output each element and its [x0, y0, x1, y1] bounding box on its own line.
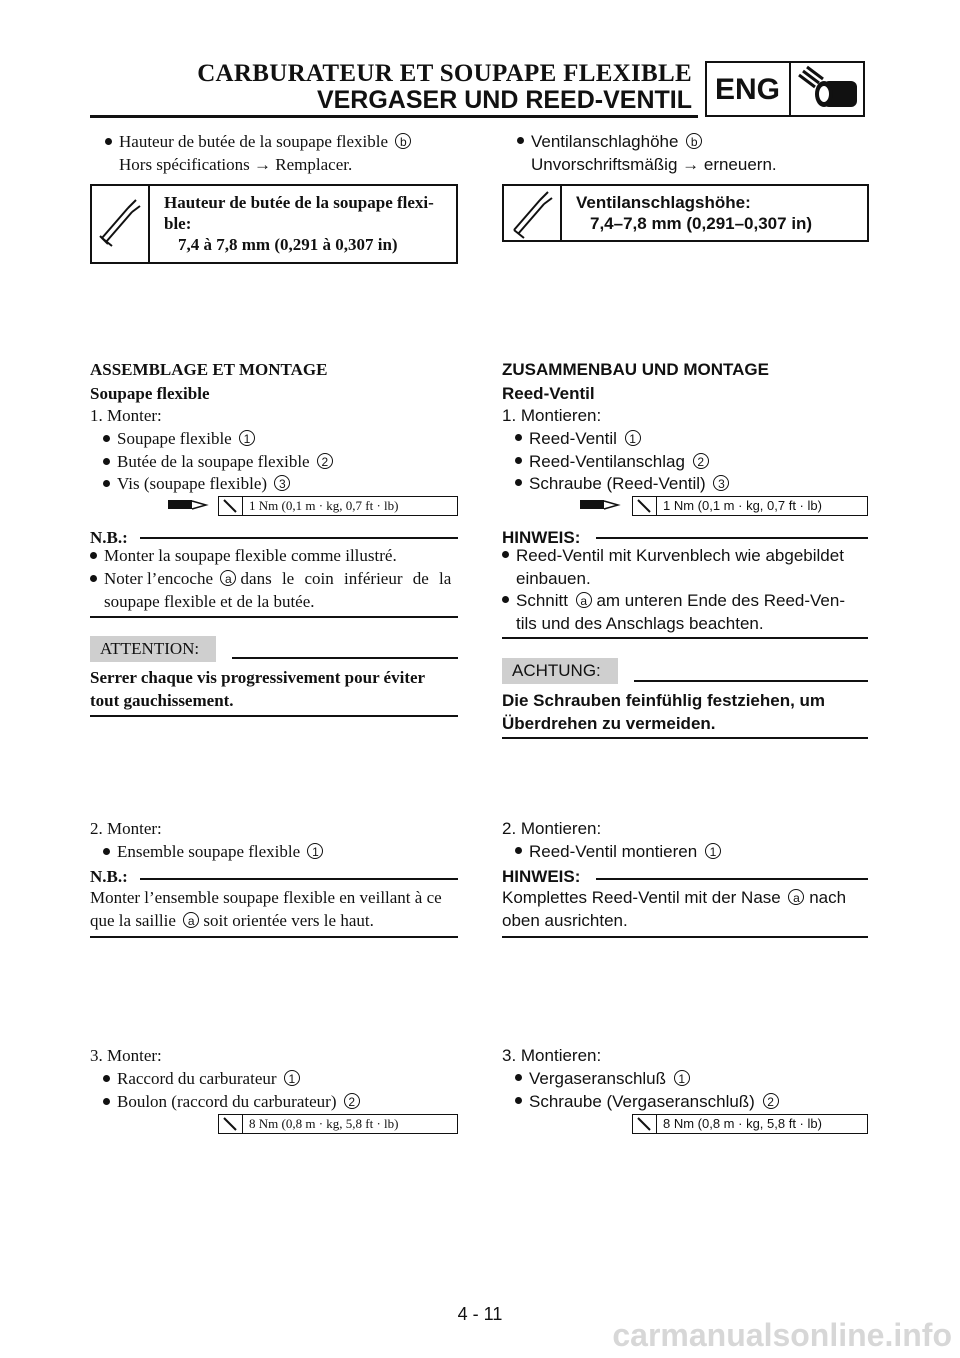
de-check-bullet: Ventilanschlaghöhe b [517, 131, 702, 153]
list-item: Noter l’encoche a dans le coin inférieur de la [90, 568, 451, 590]
de-section-title: ZUSAMMENBAU UND MONTAGE [502, 360, 769, 379]
locktite-icon [578, 497, 622, 515]
de-check-result: Unvorschriftsmäßig → erneuern. [531, 155, 777, 174]
fr-section-title: ASSEMBLAGE ET MONTAGE [90, 360, 328, 379]
fr-step2: 2. Monter: [90, 819, 162, 838]
ref-b: b [395, 133, 411, 149]
fr-step1: 1. Monter: [90, 406, 162, 425]
eng-badge [705, 61, 865, 117]
list-item: Butée de la soupape flexible 2 [103, 451, 333, 473]
list-item: Ensemble soupape flexible 1 [103, 841, 323, 863]
torque-wrench-icon [633, 1115, 657, 1133]
list-item: Vis (soupape flexible) 3 [103, 473, 290, 495]
torque-wrench-icon [219, 497, 243, 515]
list-item: Boulon (raccord du carburateur) 2 [103, 1091, 360, 1113]
page-number: 4 - 11 [457, 1304, 503, 1324]
de-step2: 2. Montieren: [502, 819, 602, 838]
list-item: Schraube (Vergaseranschluß) 2 [515, 1091, 779, 1113]
list-item: Schraube (Reed-Ventil) 3 [515, 473, 729, 495]
de-step3: 3. Montieren: [502, 1046, 602, 1065]
fr-subsection: Soupape flexible [90, 384, 210, 403]
fr-torque-1: 1 Nm (0,1 m · kg, 0,7 ft · lb) [218, 496, 458, 516]
list-item: Monter la soupape flexible comme illustré. [90, 545, 397, 567]
list-item: Soupape flexible 1 [103, 428, 255, 450]
list-item: Vergaseranschluß 1 [515, 1068, 690, 1090]
de-torque-3: 8 Nm (0,8 m · kg, 5,8 ft · lb) [632, 1114, 868, 1134]
list-item: Raccord du carburateur 1 [103, 1068, 300, 1090]
de-torque-1: 1 Nm (0,1 m · kg, 0,7 ft · lb) [632, 496, 868, 516]
list-item: Reed-Ventil mit Kurvenblech wie abgebildet [502, 545, 844, 567]
caliper-icon [92, 186, 150, 262]
caliper-icon [504, 186, 562, 240]
watermark: carmanualsonline.info [612, 1317, 952, 1353]
de-nb-label: HINWEIS: [502, 528, 581, 547]
de-spec-box: Ventilanschlagshöhe: 7,4–7,8 mm (0,291–0,307 in) [502, 184, 869, 242]
fr-nb-label: N.B.: [90, 528, 128, 547]
fr-step3: 3. Monter: [90, 1046, 162, 1065]
de-step1: 1. Montieren: [502, 406, 602, 425]
fr-attention-label: ATTENTION: [90, 636, 216, 662]
torque-wrench-icon [633, 497, 657, 515]
fr-torque-3: 8 Nm (0,8 m · kg, 5,8 ft · lb) [218, 1114, 458, 1134]
header-title-fr: CARBURATEUR ET SOUPAPE FLEXIBLE [197, 60, 692, 87]
list-item: Reed-Ventil montieren 1 [515, 841, 721, 863]
header-title-de: VERGASER UND REED-VENTIL [316, 86, 692, 114]
wrench-bolt-icon [793, 65, 863, 115]
fr-check-bullet: Hauteur de butée de la soupape flexible b [105, 131, 411, 153]
list-item: Reed-Ventil 1 [515, 428, 641, 450]
de-subsection: Reed-Ventil [502, 384, 595, 403]
eng-label: ENG [715, 73, 781, 106]
torque-wrench-icon [219, 1115, 243, 1133]
de-attention-label: ACHTUNG: [502, 658, 618, 684]
header-rule [90, 115, 698, 118]
list-item: Reed-Ventilanschlag 2 [515, 451, 709, 473]
fr-spec-box: Hauteur de butée de la soupape flexi- ble: 7,4 à 7,8 mm (0,291 à 0,307 in) [90, 184, 458, 264]
locktite-icon [166, 497, 210, 515]
fr-check-result: Hors spécifications → Remplacer. [119, 155, 353, 174]
list-item: Schnitt a am unteren Ende des Reed-Ven- [502, 590, 845, 612]
